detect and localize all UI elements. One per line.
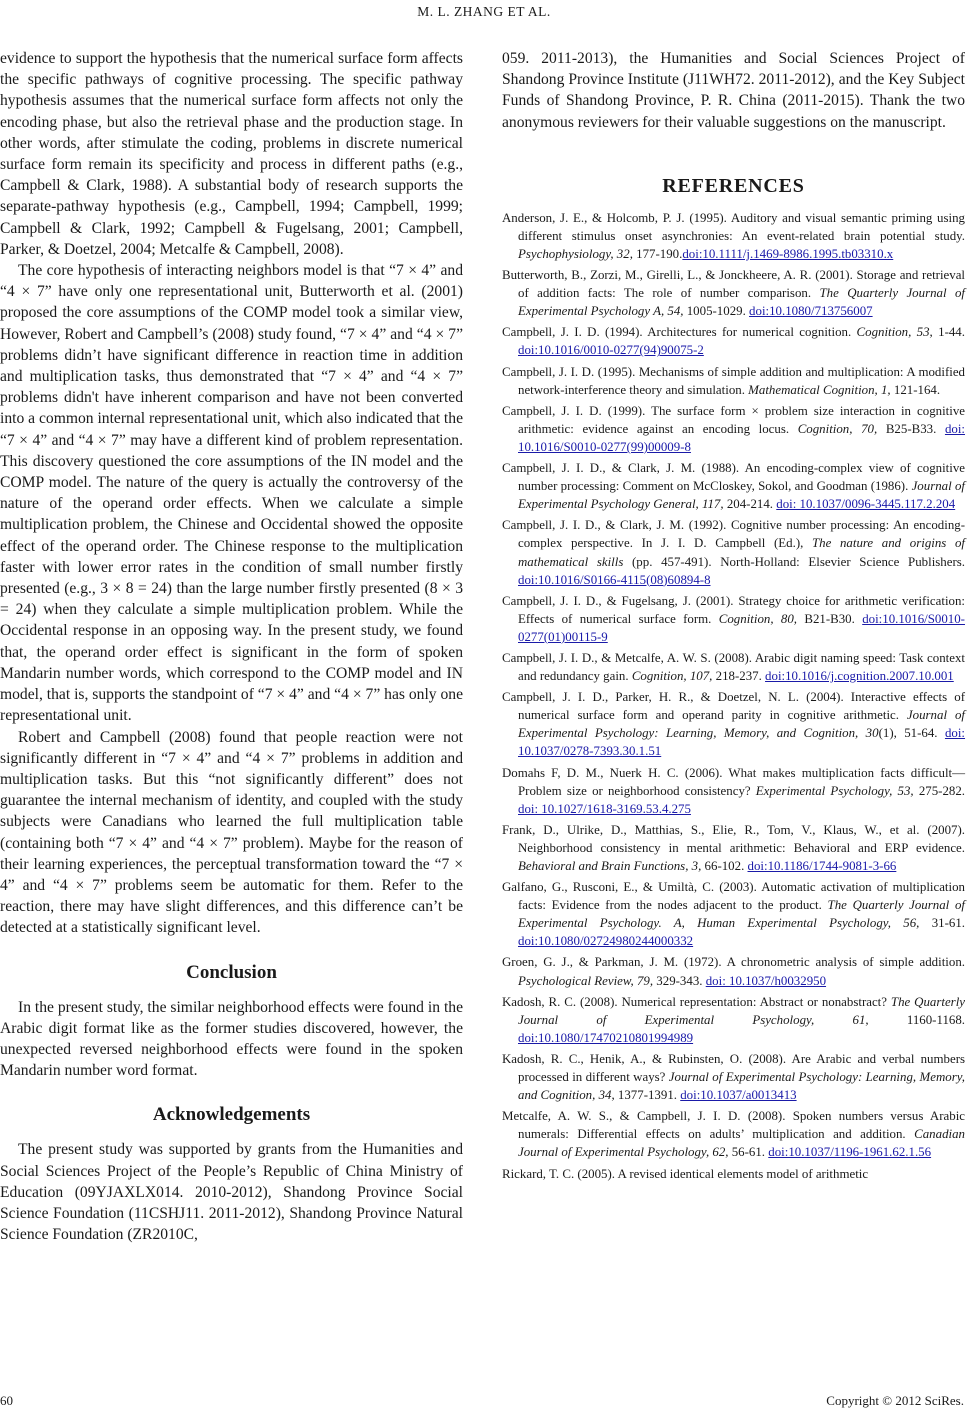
- doi-link[interactable]: doi:10.1080/713756007: [749, 304, 873, 319]
- reference-pages: 218-237.: [712, 669, 766, 684]
- reference-journal: Mathematical Cognition, 1,: [748, 382, 891, 397]
- reference-journal: Cognition, 53,: [856, 325, 933, 340]
- reference-item: [502, 209, 965, 263]
- reference-citation: Butterworth, B., Zorzi, M., Girelli, L., & Jonckheere, A. R. (2001). Storage and retrieval of addition facts: The role of number comparison.: [502, 268, 965, 301]
- reference-citation: Metcalfe, A. W. S., & Campbell, J. I. D. (2008). Spoken numbers versus Arabic numerals: Differential effects on adults’ multiplication and addition.: [502, 1109, 965, 1142]
- running-head: M. L. ZHANG ET AL.: [417, 4, 551, 19]
- reference-citation: Campbell, J. I. D. (1999). The surface form × problem size interaction in cognitive arithmetic: evidence against an encoding locus.: [502, 403, 965, 436]
- reference-citation: Campbell, J. I. D., & Metcalfe, A. W. S. (2008). Arabic digit naming speed: Task context and redundancy gain.: [502, 650, 965, 684]
- reference-pages: 329-343.: [653, 973, 706, 988]
- doi-link[interactable]: doi:10.1016/0010-0277(94)90075-2: [518, 343, 704, 358]
- reference-citation: Frank, D., Ulrike, D., Matthias, S., Elie, R., Tom, V., Klaus, W., et al. (2007). Neighborhood consistency in mental arithmetic: Behavioral and ERP evidence.: [502, 822, 965, 855]
- doi-link[interactable]: doi:10.1037/a0013413: [680, 1088, 797, 1103]
- body-paragraph: The core hypothesis of interacting neighbors model is that “7 × 4” and “4 × 7” have only one representational unit, Butterworth et al. (2001) proposed the core assumptions of the COMP model took a similar view, However, Robert and Campbell’s (2008) study found, “7 × 4” and “4 × 7” problems didn’t have significant difference in reaction time in addition and multiplication tasks, thus demonstrated that “7 × 4” and “4 × 7” problems didn't have inherent comparison and have not been converted into a common internal representational unit, which also indicated that the “7 × 4” and “4 × 7” may have a different kind of problem representation. This discovery questioned the core assumptions of the IN model and the COMP model. The nature of the query is actually the controversy of the nature of the operand order effects. When we calculate a simple multiplication problem, the Chinese and Occidental showed the opposite effect of the operand order. The Chinese response to the multiplication faster with lower error rates in the condition of small number firstly presented (e.g., 3 × 8 = 24) than the large number firstly presented (8 × 3 = 24) when they calculate a simple multiplication problem. While the Occidental response in an opposing way. In the present study, we found that, the operand order effect is significant in the form of spoken Mandarin number words, which correspond to the COMP model and IN model, that is, supports the standpoint of “7 × 4” and “4 × 7” has only one representational unit.: [0, 262, 463, 725]
- reference-citation: Kadosh, R. C., Henik, A., & Rubinsten, O. (2008). Are Arabic and verbal numbers processed in different ways?: [502, 1051, 965, 1085]
- doi-link[interactable]: doi: 10.1037/h0032950: [705, 973, 827, 988]
- left-column: [0, 48, 463, 1245]
- doi-link[interactable]: doi:10.1111/j.1469-8986.1995.tb03310.x: [682, 247, 894, 261]
- reference-citation: Campbell, J. I. D., & Clark, J. M. (1988). An encoding-complex view of cognitive number processing: Comment on McCloskey, Sokol, and Goodman (1986).: [502, 461, 965, 494]
- reference-citation: Domahs F, D. M., Nuerk H. C. (2006). What makes multiplication facts difficult—Problem size or neighborhood consistency?: [502, 765, 965, 798]
- reference-pages: 1-44.: [932, 325, 965, 340]
- reference-pages: 1160-1168.: [868, 1012, 965, 1027]
- reference-journal: Cognition, 107,: [631, 669, 713, 684]
- reference-journal: Journal of Experimental Psychology: Learning, Memory, and Cognition, 34,: [518, 1070, 965, 1103]
- reference-item: [502, 1107, 965, 1161]
- reference-journal: Psychophysiology, 32,: [518, 247, 633, 261]
- reference-journal: Psychological Review, 79,: [518, 973, 654, 988]
- reference-item: [502, 459, 965, 513]
- reference-citation: Kadosh, R. C. (2008). Numerical representation: Abstract or nonabstract?: [502, 994, 891, 1009]
- reference-citation: Anderson, J. E., & Holcomb, P. J. (1995). Auditory and visual semantic priming using different stimulus onset asynchronies: An event-related brain potential study.: [502, 210, 965, 243]
- doi-link[interactable]: doi: 10.1037/0096-3445.117.2.204: [776, 497, 956, 512]
- reference-item: [502, 878, 965, 950]
- reference-pages: (pp. 457-491). North-Holland: Elsevier Science Publishers.: [623, 554, 965, 569]
- reference-pages: (1), 51-64.: [878, 726, 945, 741]
- reference-item: [502, 1165, 965, 1183]
- doi-link[interactable]: doi: 10.1016/S0010-0277(99)00009-8: [518, 421, 965, 454]
- reference-citation: Campbell, J. I. D., & Clark, J. M. (1992). Cognitive number processing: An encoding-complex perspective. In J. I. D. Campbell (Ed.),: [502, 518, 965, 551]
- reference-pages: 275-282.: [913, 783, 965, 798]
- reference-item: [502, 592, 965, 646]
- copyright-notice: Copyright © 2012 SciRes.: [826, 1393, 964, 1408]
- conclusion-heading: Conclusion: [186, 961, 277, 983]
- body-paragraph: evidence to support the hypothesis that the numerical surface form affects the specific pathways of cognitive processing. The specific pathway hypothesis assumes that the numerical surface form affects not only the encoding phase, but also the retrieval phase and the production stage. In other words, after stimulate the coding, problems in discrete numerical surface form remain its specificity and process in different paths (e.g., Campbell & Clark, 1988). A substantial body of research supports the separate-pathway hypothesis (e.g., Campbell, 1994; Campbell, 1999; Campbell & Clark, 1992; Campbell & Fugelsang, 2001; Campbell, Parker, & Doetzel, 2004; Metcalfe & Campbell, 2008).: [0, 50, 463, 258]
- reference-citation: Groen, G. J., & Parkman, J. M. (1972). A chronometric analysis of simple addition.: [502, 955, 965, 970]
- reference-item: [502, 688, 965, 760]
- reference-pages: 1005-1029.: [683, 304, 750, 319]
- reference-citation: Campbell, J. I. D. (1994). Architectures for numerical cognition.: [502, 325, 857, 340]
- reference-journal: The Quarterly Journal of Experimental Psychology A, 54,: [518, 286, 965, 319]
- reference-journal: Experimental Psychology, 53,: [755, 783, 914, 798]
- reference-item: [502, 1050, 965, 1104]
- reference-journal: Journal of Experimental Psychology General, 117,: [518, 479, 965, 512]
- reference-journal: Cognition, 80,: [718, 611, 798, 626]
- reference-journal: The Quarterly Journal of Experimental Psychology, 61,: [518, 994, 965, 1027]
- reference-pages: 121-164.: [890, 382, 941, 397]
- reference-item: [502, 516, 965, 588]
- doi-link[interactable]: doi:10.1186/1744-9081-3-66: [747, 859, 897, 873]
- reference-journal: Canadian Journal of Experimental Psychology, 62,: [518, 1127, 965, 1160]
- acknowledgements-continuation: 059. 2011-2013), the Humanities and Social Sciences Project of Shandong Province Institute (J11WH72. 2011-2012), and the Key Subject Funds of Shandong Province, P. R. China (2011-2015). Thank the two anonymous reviewers for their valuable suggestions on the manuscript.: [502, 50, 965, 131]
- reference-item: [502, 323, 965, 359]
- page-number: 60: [0, 1393, 13, 1408]
- reference-item: [502, 953, 965, 989]
- reference-pages: B25-B33.: [877, 421, 945, 436]
- reference-citation: Campbell, J. I. D. (1995). Mechanisms of simple addition and multiplication: A modified network-interference theory and simulation.: [502, 364, 965, 397]
- reference-item: [502, 649, 965, 685]
- acknowledgements-paragraph: The present study was supported by grants from the Humanities and Social Sciences Project of the People’s Republic of China Ministry of Education (09YJAXLX014. 2010-2012), Shandong Province Social Science Foundation (11CSHJ11. 2011-2012), Shandong Province Natural Science Foundation (ZR2010C,: [0, 1141, 463, 1244]
- reference-citation: Galfano, G., Rusconi, E., & Umiltà, C. (2003). Automatic activation of multiplication facts: Evidence from the nodes adjacent to the product.: [502, 880, 965, 913]
- reference-pages: 204-214.: [723, 497, 777, 512]
- doi-link[interactable]: doi:10.1080/17470210801994989: [518, 1030, 694, 1045]
- right-column: [502, 48, 965, 1186]
- reference-item: [502, 402, 965, 456]
- reference-item: [502, 266, 965, 320]
- doi-link[interactable]: doi: 10.1027/1618-3169.53.4.275: [518, 801, 691, 816]
- body-paragraph: Robert and Campbell (2008) found that people reaction were not significantly different in “7 × 4” and “4 × 7” problems in addition and multiplication tasks. But this “not significantly different” does not guarantee the internal mechanism of identity, and coupled with the study subjects were Canadians who learned the full multiplication table (containing both “7 × 4” and “4 × 7” problem). Maybe for the reason of their learning experiences, the perceptual transformation toward the “7 × 4” and “4 × 7” problems seem be automatic for them. Refer to the reaction, there may have slight differences, and this difference can’t be detected at a statistically significant level.: [0, 728, 463, 937]
- reference-journal: Journal of Experimental Psychology: Learning, Memory, and Cognition, 30: [518, 708, 965, 741]
- reference-pages: 66-102.: [701, 859, 748, 873]
- reference-journal: The nature and origins of mathematical skills: [518, 536, 965, 569]
- conclusion-paragraph: In the present study, the similar neighborhood effects were found in the Arabic digit format like as the former studies discovered, however, the unexpected reversed neighborhood effects were found in the spoken Mandarin number word format.: [0, 998, 463, 1080]
- doi-link[interactable]: doi:10.1016/S0166-4115(08)60894-8: [518, 572, 711, 587]
- doi-link[interactable]: doi: 10.1037/0278-7393.30.1.51: [518, 726, 966, 759]
- reference-item: [502, 993, 965, 1047]
- reference-citation: Campbell, J. I. D., & Fugelsang, J. (2001). Strategy choice for arithmetic verification: Effects of numerical surface form.: [502, 593, 965, 626]
- reference-item: [502, 821, 965, 875]
- doi-link[interactable]: doi:10.1080/02724980244000332: [518, 934, 694, 949]
- reference-citation: Rickard, T. C. (2005). A revised identical elements model of arithmetic: [502, 1166, 869, 1181]
- reference-pages: 31-61.: [919, 916, 965, 931]
- reference-pages: 1377-1391.: [614, 1088, 681, 1103]
- reference-item: [502, 764, 965, 818]
- reference-citation: Campbell, J. I. D., Parker, H. R., & Doetzel, N. L. (2004). Interactive effects of numerical surface form and operand parity in cognitive arithmetic.: [502, 690, 965, 723]
- reference-journal: Behavioral and Brain Functions, 3,: [518, 859, 702, 873]
- reference-list: [502, 209, 965, 1183]
- references-heading: REFERENCES: [662, 174, 805, 197]
- doi-link[interactable]: doi:10.1016/j.cognition.2007.10.001: [765, 669, 954, 684]
- reference-pages: 56-61.: [728, 1145, 769, 1160]
- reference-pages: B21-B30.: [797, 611, 863, 626]
- reference-journal: Cognition, 70,: [797, 421, 878, 436]
- reference-item: [502, 363, 965, 399]
- doi-link[interactable]: doi:10.1037/1196-1961.62.1.56: [768, 1145, 932, 1160]
- reference-pages: 177-190.: [632, 247, 683, 261]
- reference-journal: The Quarterly Journal of Experimental Psychology. A, Human Experimental Psychology, 56,: [518, 898, 965, 931]
- doi-link[interactable]: doi:10.1016/S0010-0277(01)00115-9: [518, 611, 965, 644]
- acknowledgements-heading: Acknowledgements: [152, 1104, 311, 1126]
